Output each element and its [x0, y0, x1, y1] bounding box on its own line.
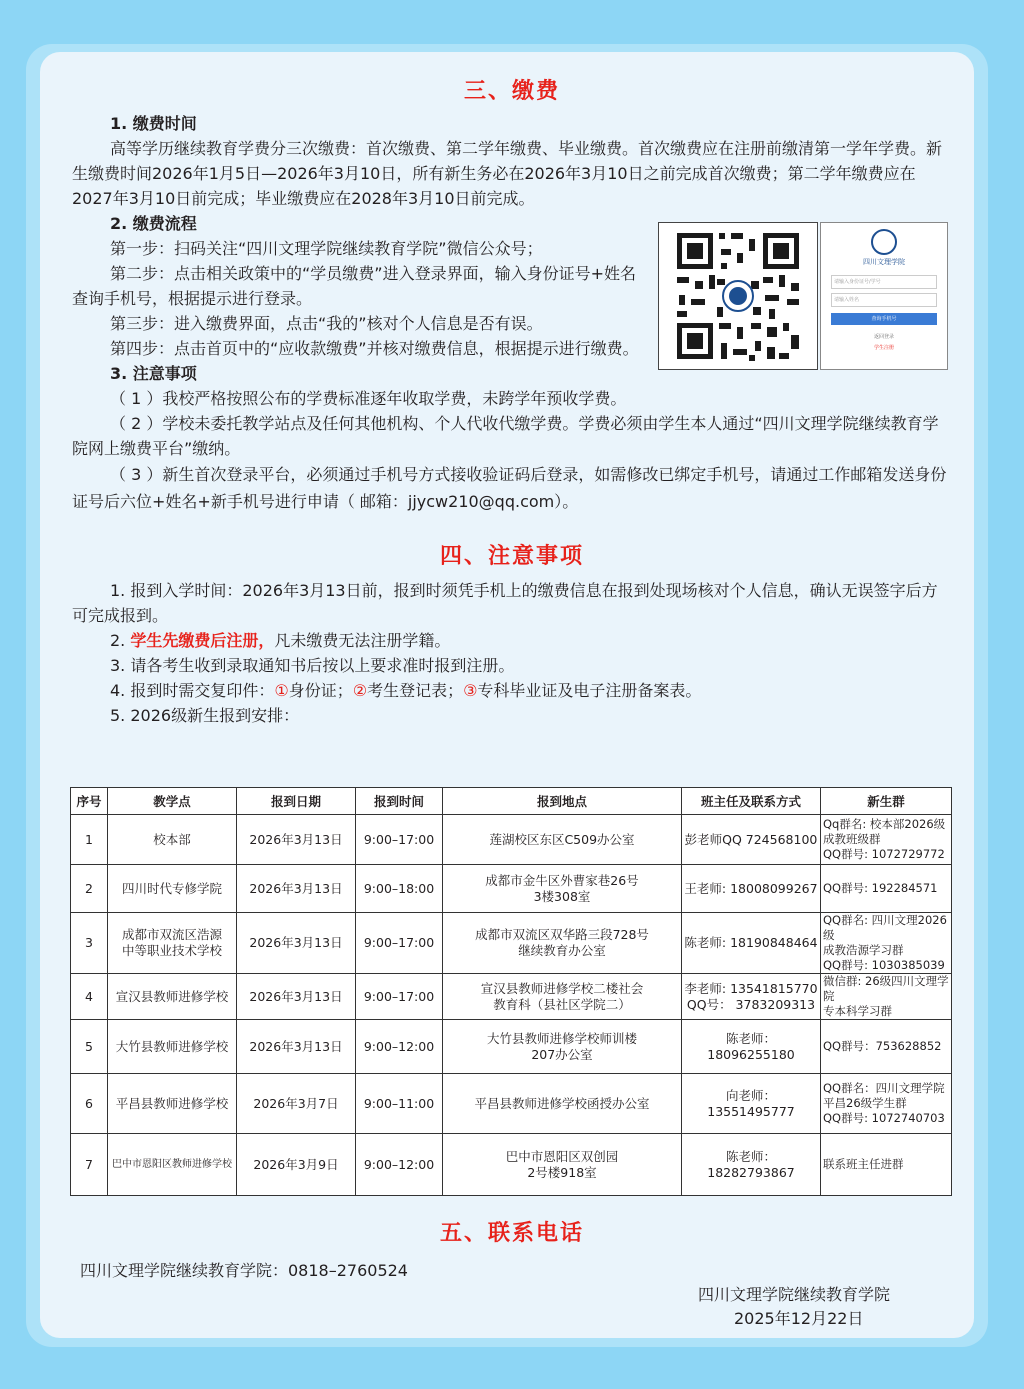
table-row — [71, 1020, 952, 1074]
signature-org: 四川文理学院继续教育学院 — [698, 1285, 891, 1304]
cell-index: 4 — [71, 974, 108, 1020]
content — [72, 60, 952, 728]
col-time: 报到时间 — [356, 788, 443, 815]
section5-title: 五、联系电话 — [439, 1221, 584, 1246]
cell-site: 宣汉县教师进修学校 — [108, 974, 237, 1020]
table-row — [71, 974, 952, 1020]
cell-place: 巴中市恩阳区双创园 2号楼918室 — [443, 1134, 682, 1196]
col-place: 报到地点 — [443, 788, 682, 815]
cell-date: 2026年3月9日 — [237, 1134, 356, 1196]
cell-date: 2026年3月13日 — [237, 1020, 356, 1074]
cell-group: QQ群号: 192284571 — [821, 865, 952, 913]
cell-place: 大竹县教师进修学校师训楼 207办公室 — [443, 1020, 682, 1074]
cell-time: 9:00–17:00 — [356, 974, 443, 1020]
cell-index: 6 — [71, 1074, 108, 1134]
cell-time: 9:00–17:00 — [356, 815, 443, 865]
cell-index: 2 — [71, 865, 108, 913]
cell-teacher: 王老师: 18008099267 — [682, 865, 821, 913]
cell-time: 9:00–12:00 — [356, 1134, 443, 1196]
cell-place: 宣汉县教师进修学校二楼社会 教育科（县社区学院二） — [443, 974, 682, 1020]
register-link[interactable]: 学生注册 — [873, 345, 894, 351]
cell-teacher: 陈老师：18282793867 — [682, 1134, 821, 1196]
cell-index: 7 — [71, 1134, 108, 1196]
item-3: 3. 请各考生收到录取通知书后按以上要求准时报到注册。 — [110, 656, 515, 675]
cell-site: 巴中市恩阳区教师进修学校 — [108, 1134, 237, 1196]
registration-table — [70, 787, 952, 1196]
contact-line: 四川文理学院继续教育学院：0818–2760524 — [80, 1261, 408, 1280]
table-row — [71, 865, 952, 913]
step-3: 第三步：进入缴费界面，点击“我的”核对个人信息是否有误。 — [110, 314, 543, 333]
cell-teacher: 陈老师: 18190848464 — [682, 913, 821, 974]
item-5: 5. 2026级新生报到安排： — [110, 706, 300, 725]
query-phone-button[interactable]: 查询手机号 — [831, 313, 937, 325]
cell-group: 微信群: 26级四川文理学院 专本科学习群 — [821, 974, 952, 1020]
qr-code-box[interactable] — [658, 222, 818, 370]
cell-place: 成都市金牛区外曹家巷26号 3楼308室 — [443, 865, 682, 913]
note-1: （ 1 ）我校严格按照公布的学费标准逐年收取学费，未跨学年预收学费。 — [110, 389, 627, 408]
cell-site: 大竹县教师进修学校 — [108, 1020, 237, 1074]
num-3: ③ — [463, 681, 478, 700]
item-1: 1. 报到入学时间：2026年3月13日前，报到时须凭手机上的缴费信息在报到处现场核对个人信息，确认无误签字后方可完成报到。 — [72, 581, 938, 625]
cell-place: 平昌县教师进修学校函授办公室 — [443, 1074, 682, 1134]
doc-1: 身份证； — [288, 681, 353, 700]
table-row — [71, 1074, 952, 1134]
section3-title: 三、缴费 — [463, 79, 560, 104]
num-2: ② — [352, 681, 368, 700]
payment-time-text: 高等学历继续教育学费分三次缴费：首次缴费、第二学年缴费、毕业缴费。首次缴费应在注册前缴清第一学年学费。新生缴费时间2026年1月5日—2026年3月10日，所有新生务必在2026年3月10日之前完成首次缴费；第二学年缴费应在2027年3月10日前完成；毕业缴费应在2028年3月10日前完成。 — [72, 139, 943, 208]
cell-teacher: 李老师: 13541815770 QQ号： 3783209313 — [682, 974, 821, 1020]
step-4: 第四步：点击首页中的“应收款缴费”并核对缴费信息，根据提示进行缴费。 — [110, 339, 639, 358]
table-row — [71, 1134, 952, 1196]
id-input[interactable]: 请输入身份证号/学号 — [831, 275, 937, 289]
cell-date: 2026年3月13日 — [237, 815, 356, 865]
item-2-highlight: 学生先缴费后注册， — [130, 631, 275, 650]
name-input[interactable]: 请输入姓名 — [831, 293, 937, 307]
cell-teacher: 向老师：13551495777 — [682, 1074, 821, 1134]
num-1: ① — [274, 681, 289, 700]
cell-group: QQ群名: 四川文理2026级 成教浩源学习群 QQ群号: 1030385039 — [821, 913, 952, 974]
cell-date: 2026年3月13日 — [237, 974, 356, 1020]
steps-block — [72, 236, 650, 361]
note-3: （ 3 ）新生首次登录平台，必须通过手机号方式接收验证码后登录，如需修改已绑定手机号，请通过工作邮箱发送身份证号后六位+姓名+新手机号进行申请（ 邮箱：jjycw210@qq.com）。 — [72, 465, 947, 511]
item-2 — [72, 628, 952, 653]
table-body — [71, 815, 952, 1196]
cell-group: 联系班主任进群 — [821, 1134, 952, 1196]
cell-date: 2026年3月13日 — [237, 865, 356, 913]
qr-code-icon — [659, 223, 817, 369]
app-login-screenshot — [820, 222, 948, 370]
cell-teacher: 陈老师：18096255180 — [682, 1020, 821, 1074]
item-2-suffix: 凡未缴费无法注册学籍。 — [274, 631, 451, 650]
cell-site: 平昌县教师进修学校 — [108, 1074, 237, 1134]
cell-date: 2026年3月7日 — [237, 1074, 356, 1134]
col-date: 报到日期 — [237, 788, 356, 815]
app-logo-text: 四川文理学院 — [863, 258, 905, 266]
cell-teacher: 彭老师QQ 724568100 — [682, 815, 821, 865]
step-2: 第二步：点击相关政策中的“学员缴费”进入登录界面，输入身份证号+姓名查询手机号，根据提示进行登录。 — [72, 264, 636, 308]
step-1: 第一步：扫码关注“四川文理学院继续教育学院”微信公众号； — [110, 239, 543, 258]
cell-date: 2026年3月13日 — [237, 913, 356, 974]
table-header — [71, 788, 952, 815]
cell-place: 成都市双流区双华路三段728号 继续教育办公室 — [443, 913, 682, 974]
col-site: 教学点 — [108, 788, 237, 815]
item-4 — [72, 678, 952, 703]
cell-place: 莲湖校区东区C509办公室 — [443, 815, 682, 865]
cell-index: 1 — [71, 815, 108, 865]
cell-index: 3 — [71, 913, 108, 974]
cell-site: 校本部 — [108, 815, 237, 865]
section4-title: 四、注意事项 — [439, 544, 584, 569]
cell-index: 5 — [71, 1020, 108, 1074]
payment-time-heading: 1. 缴费时间 — [110, 114, 197, 133]
payment-process-heading: 2. 缴费流程 — [110, 214, 197, 233]
college-logo-icon — [871, 229, 897, 255]
cell-time: 9:00–11:00 — [356, 1074, 443, 1134]
note-2: （ 2 ）学校未委托教学站点及任何其他机构、个人代收代缴学费。学费必须由学生本人通过“四川文理学院继续教育学院网上缴费平台”缴纳。 — [72, 414, 939, 458]
table-row — [71, 815, 952, 865]
cell-group: QQ群名：四川文理学院 平昌26级学生群 QQ群号: 1072740703 — [821, 1074, 952, 1134]
cell-site: 四川时代专修学院 — [108, 865, 237, 913]
doc-3: 专科毕业证及电子注册备案表。 — [477, 681, 702, 700]
item-2-prefix: 2. — [110, 631, 131, 650]
item-4-prefix: 4. 报到时需交复印件： — [110, 681, 275, 700]
doc-2: 考生登记表； — [367, 681, 464, 700]
back-login-link[interactable]: 返回登录 — [873, 334, 894, 340]
cell-site: 成都市双流区浩源 中等职业技术学校 — [108, 913, 237, 974]
notes-heading: 3. 注意事项 — [110, 364, 197, 383]
col-group: 新生群 — [821, 788, 952, 815]
cell-group: QQ群号：753628852 — [821, 1020, 952, 1074]
cell-group: Qq群名: 校本部2026级 成教班级群 QQ群号: 1072729772 — [821, 815, 952, 865]
signature-date: 2025年12月22日 — [734, 1309, 864, 1328]
col-index: 序号 — [71, 788, 108, 815]
col-teacher: 班主任及联系方式 — [682, 788, 821, 815]
table-row — [71, 913, 952, 974]
cell-time: 9:00–18:00 — [356, 865, 443, 913]
cell-time: 9:00–12:00 — [356, 1020, 443, 1074]
cell-time: 9:00–17:00 — [356, 913, 443, 974]
